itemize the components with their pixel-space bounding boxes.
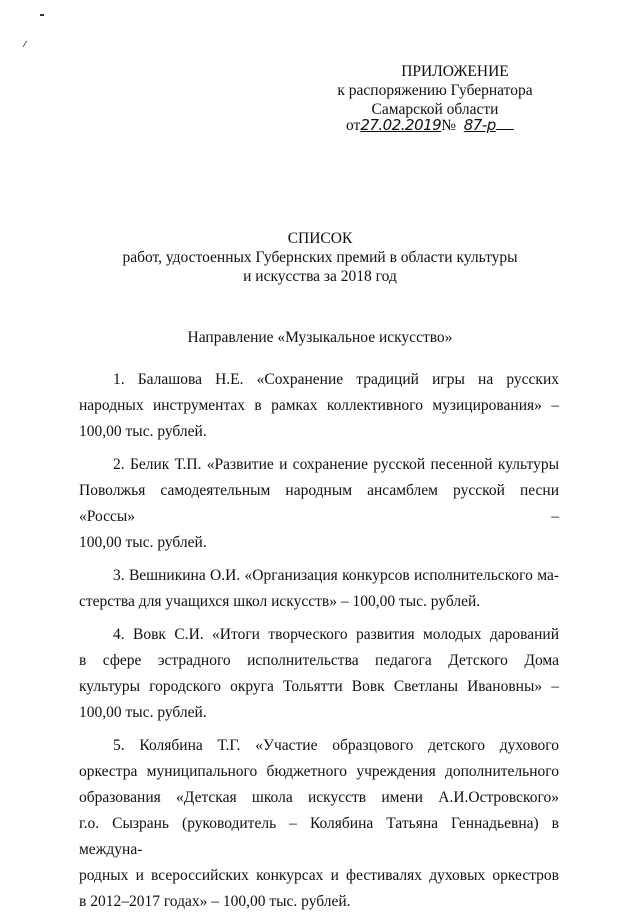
award-entry-line: 2. Белик Т.П. «Развитие и сохранение русской песенной культуры <box>113 456 559 473</box>
scan-mark <box>40 14 44 16</box>
award-entry-line: Поволжья самодеятельным народным ансамблем русской песни «Россы» – <box>79 482 559 525</box>
award-entry <box>79 367 559 445</box>
award-entry-line: 100,00 тыс. рублей. <box>79 704 207 721</box>
appendix-line-1: к распоряжению Губернатора <box>337 82 533 99</box>
award-list <box>79 367 559 922</box>
award-entry-line: 3. Вешникина О.И. «Организация конкурсов исполнительского ма- <box>113 567 559 584</box>
list-subtitle-line-2: и искусства за 2018 год <box>243 268 397 285</box>
list-title: СПИСОК <box>287 230 353 247</box>
award-entry <box>79 563 559 615</box>
order-date: 27.02.2019 <box>360 116 442 134</box>
award-entry-line: оркестра муниципального бюджетного учреждения дополнительного <box>79 763 559 780</box>
award-entry <box>79 733 559 915</box>
award-entry-line: 100,00 тыс. рублей. <box>79 423 207 440</box>
list-header <box>80 229 560 286</box>
award-entry <box>79 452 559 556</box>
order-number-label: № <box>441 117 457 134</box>
order-number: 87-р <box>463 116 496 134</box>
order-prefix: от <box>346 117 361 134</box>
direction-heading: Направление «Музыкальное искусство» <box>187 329 453 346</box>
award-entry-line: образования «Детская школа искусств имени А.И.Островского» <box>79 789 559 806</box>
award-entry-line: 100,00 тыс. рублей. <box>79 534 207 551</box>
appendix-line-2: Самарской области <box>371 101 499 118</box>
appendix-block <box>300 62 570 119</box>
award-entry-line: 5. Колябина Т.Г. «Участие образцового детского духового <box>113 737 559 754</box>
award-entry-line: родных и всероссийских конкурсах и фестивалях духовых оркестров <box>79 867 559 884</box>
award-entry-line: стерства для учащихся школ искусств» – 100,00 тыс. рублей. <box>79 593 481 610</box>
award-entry-line: 1. Балашова Н.Е. «Сохранение традиций игры на русских <box>113 371 559 388</box>
award-entry-line: в 2012–2017 годах» – 100,00 тыс. рублей. <box>79 893 351 910</box>
pen-mark-icon <box>22 40 28 48</box>
list-subtitle-line-1: работ, удостоенных Губернских премий в области культуры <box>122 249 518 266</box>
award-entry-line: 4. Вовк С.И. «Итоги творческого развития молодых дарований <box>113 626 559 643</box>
award-entry-line: народных инструментах в рамках коллективного музицирования» – <box>79 397 559 414</box>
award-entry <box>79 622 559 726</box>
signature-line <box>496 117 514 130</box>
order-reference <box>346 116 514 135</box>
award-entry-line: в сфере эстрадного исполнительства педагога Детского Дома <box>79 652 559 669</box>
appendix-title: ПРИЛОЖЕНИЕ <box>401 63 509 80</box>
award-entry-line: культуры городского округа Тольятти Вовк Светланы Ивановны» – <box>79 678 559 695</box>
award-entry-line: г.о. Сызрань (руководитель – Колябина Татьяна Геннадьевна) в междуна- <box>79 815 559 858</box>
